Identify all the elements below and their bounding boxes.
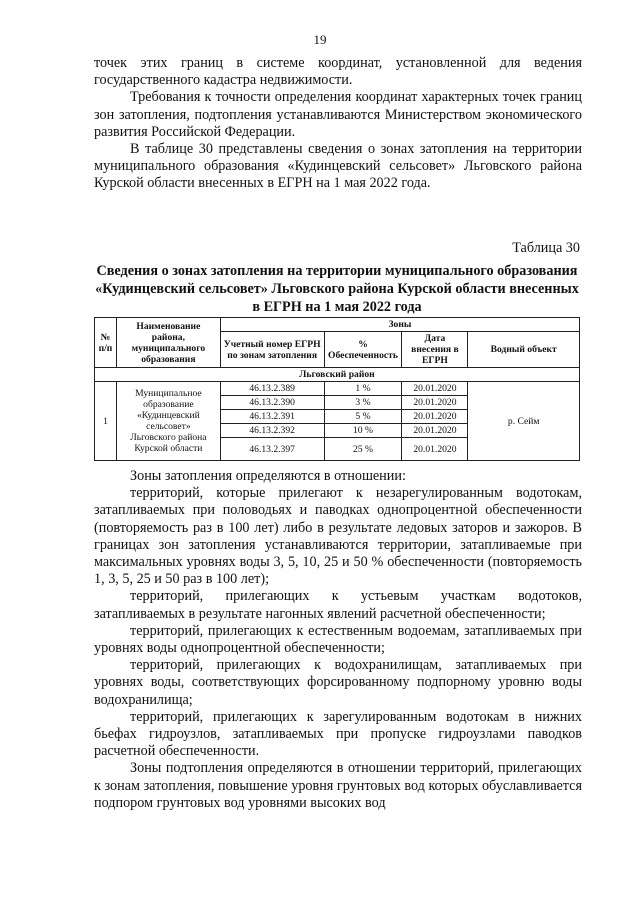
paragraph: точек этих границ в системе координат, установленной для ведения государственного кадастра недвижимости. [94,55,582,89]
egrn-cell: 46.13.2.397 [220,438,324,461]
egrn-cell: 46.13.2.390 [220,396,324,410]
name-line: «Кудинцевский [136,410,200,421]
percent-cell: 5 % [324,410,402,424]
paragraph: Зоны подтопления определяются в отношении территорий, прилегающих к зонам затопления, повышение уровня грунтовых вод которых обуславливается подпором грунтовых вод уровнями высоких вод [94,760,582,811]
percent-cell: 25 % [324,438,402,461]
paragraph: территорий, прилегающих к естественным водоемам, затапливаемых при уровнях воды однопроцентной обеспеченности; [94,622,582,657]
page-number: 19 [313,32,327,47]
name-line: Льговского района [130,432,207,443]
paragraph: территорий, прилегающих к зарегулированным водотокам в нижних бьефах гидроузлов, затапливаемых при пропуске гидроузлами паводков расчетной обеспеченности. [94,708,582,760]
date-cell: 20.01.2020 [402,382,468,396]
paragraph: территорий, которые прилегают к незарегулированным водотокам, затапливаемых при половодьях и паводках однопроцентной обеспеченности (повторяемость раз в 100 лет) либо в результате ледовых заторов и зажоров. В границах зон затопления устанавливаются территории, затапливаемые при максимальных уровнях воды 3, 5, 10, 25 и 50 % обеспеченности (повторяемость 1, 3, 5, 25 и 50 раз в 100 лет); [94,485,582,588]
date-cell: 20.01.2020 [402,410,468,424]
municipality-name [116,382,220,461]
table-row [95,382,580,396]
egrn-cell: 46.13.2.392 [220,424,324,438]
table-title: Сведения о зонах затопления на территории муниципального образования «Кудинцевский сельсовет» Льговского района Курской области внесенных в ЕГРН на 1 мая 2022 года [95,263,579,315]
flood-zones-table [94,317,580,461]
water-body-cell: р. Сейм [468,382,580,461]
egrn-cell: 46.13.2.389 [220,382,324,396]
header-number: № п/п [95,318,117,368]
row-number: 1 [95,382,117,461]
name-line: Курской области [134,443,203,454]
header-percent: % Обеспеченность [324,332,402,368]
date-cell: 20.01.2020 [402,396,468,410]
paragraph: Зоны затопления определяются в отношении: [130,468,406,484]
intro-text [94,55,582,193]
percent-cell: 3 % [324,396,402,410]
paragraph: В таблице 30 представлены сведения о зонах затопления на территории муниципального образования «Кудинцевский сельсовет» Льговского района Курской области внесенных в ЕГРН на 1 мая 2022 года. [94,141,582,192]
name-line: образование [143,399,194,410]
header-water-body: Водный объект [468,332,580,368]
paragraph: территорий, прилегающих к устьевым участкам водотоков, затапливаемых в результате нагонных явлений расчетной обеспеченности; [94,588,582,622]
region-cell: Льговский район [95,368,580,382]
header-zones: Зоны [220,318,579,332]
table-header-row [95,318,580,332]
egrn-cell: 46.13.2.391 [220,410,324,424]
table-region-row [95,368,580,382]
percent-cell: 10 % [324,424,402,438]
header-egrn: Учетный номер ЕГРН по зонам затопления [220,332,324,368]
date-cell: 20.01.2020 [402,424,468,438]
paragraph: территорий, прилегающих к водохранилищам, затапливаемых при уровнях воды, соответствующих форсированному подпорному уровню воды водохранилища; [94,657,582,708]
name-line: сельсовет» [146,421,191,432]
header-name: Наименование района, муниципального образования [116,318,220,368]
main-text [94,468,582,812]
table-label: Таблица 30 [512,240,580,256]
percent-cell: 1 % [324,382,402,396]
date-cell: 20.01.2020 [402,438,468,461]
header-date: Дата внесения в ЕГРН [402,332,468,368]
paragraph: Требования к точности определения координат характерных точек границ зон затопления, подтопления устанавливаются Министерством экономического развития Российской Федерации. [94,89,582,140]
name-line: Муниципальное [135,388,202,399]
